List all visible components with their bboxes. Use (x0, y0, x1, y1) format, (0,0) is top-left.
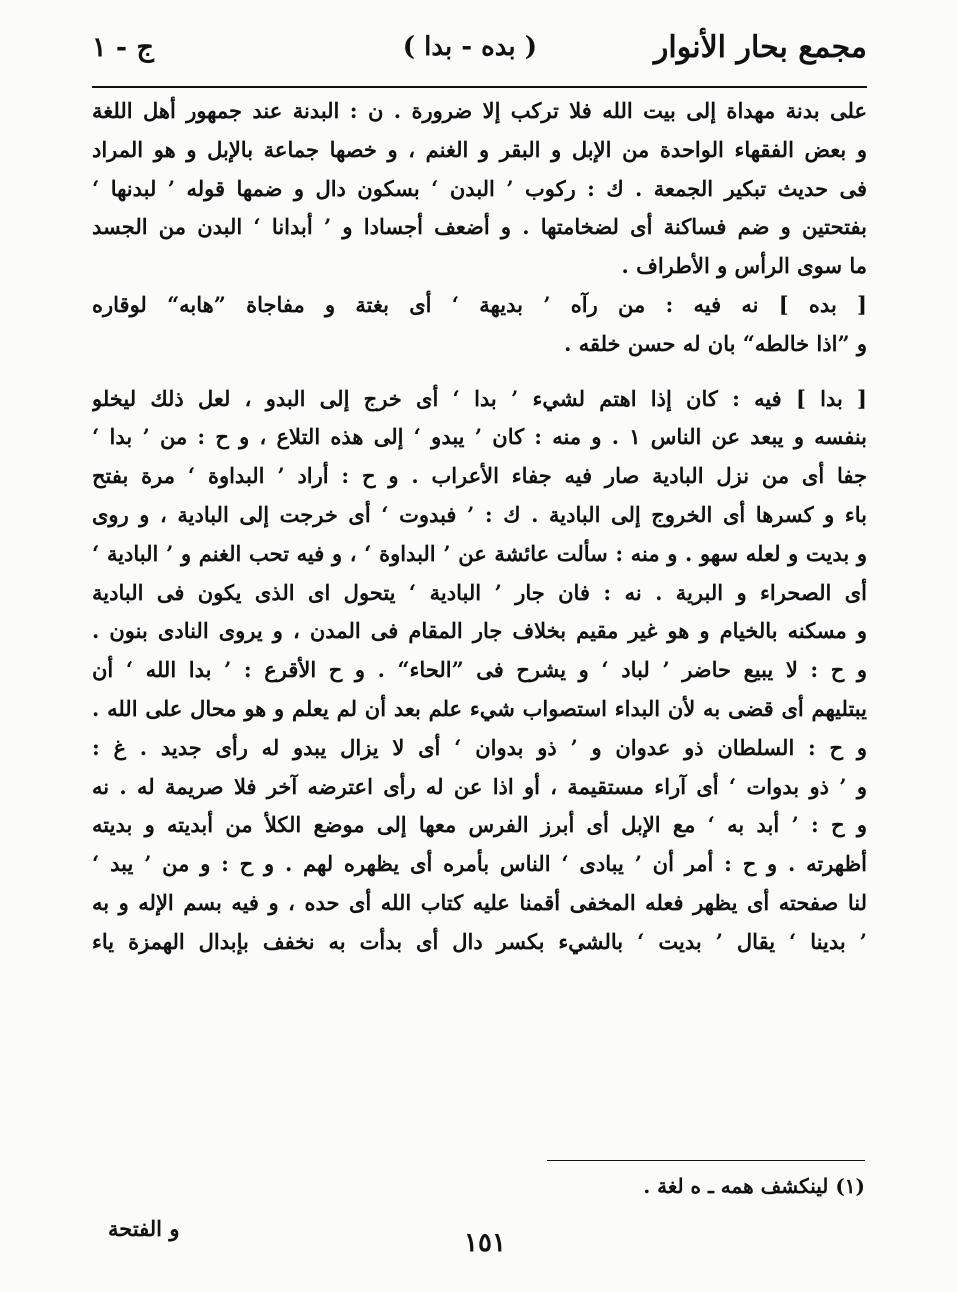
footnote-rule (547, 1160, 865, 1161)
book-title: مجمع بحار الأنوار (653, 30, 867, 65)
text-line: و مسكنه بالخيام و هو غير مقيم بخلاف جار المقام فى المدن ، و يروى النادى بنون . (92, 618, 867, 644)
text-line: فى حديث تبكير الجمعة . ك : ركوب ’ البدن ‘ بسكون دال و ضمها قوله ’ لبدنها ‘ (92, 175, 867, 201)
text-line: ما سوى الرأس و الأطراف . (621, 253, 867, 279)
volume-label: ج - ١ (92, 32, 154, 63)
text-line: و بعض الفقهاء الواحدة من الإبل و البقر و الغنم ، و خصها جماعة بالإبل و هو المراد (92, 136, 867, 162)
text-line: باء و كسرها أى الخروج إلى البادية . ك : ’ فبدوت ‘ أى خرجت إلى البادية ، و روى (92, 501, 867, 527)
text-line: على بدنة مهداة إلى بيت الله فلا تركب إلا ضرورة . ن : البدنة عند جمهور أهل اللغة (92, 98, 867, 123)
text-line: و ’ ذو بدوات ‘ أى آراء مستقيمة ، أو اذا عن له رأى اعترضه آخر فلا صريمة له . نه (92, 773, 867, 799)
catchword: و الفتحة (108, 1216, 180, 1241)
section-heading: ( بده - بدا ) (402, 32, 537, 62)
text-line: و ح : السلطان ذو عدوان و ’ ذو بدوان ‘ أى لا يزال يبدو له رأى جديد . غ : (92, 734, 867, 760)
footnote: (١) لينكشف همه ـ ه لغة . (643, 1174, 865, 1198)
text-line: [ بدا ] فيه : كان إذا اهتم لشيء ’ بدا ‘ أى خرج إلى البدو ، لعل ذلك ليخلو (92, 385, 867, 411)
page-header (92, 26, 867, 80)
page-number: ١٥١ (464, 1228, 506, 1258)
text-line: بنفسه و يبعد عن الناس ١ . و منه : كان ’ يبدو ‘ إلى هذه التلاع ، و ح : من ’ بدا ‘ (92, 424, 867, 450)
text-line: جفا أى من نزل البادية صار فيه جفاء الأعراب . و ح : أراد ’ البداوة ‘ مرة بفتح (92, 463, 867, 489)
header-rule (92, 86, 867, 88)
text-line: أى الصحراء و البرية . نه : فان جار ’ البادية ‘ يتحول اى الذى يكون فى البادية (92, 579, 867, 605)
text-line: ’ بدينا ‘ يقال ’ بديت ‘ بالشيء بكسر دال أى بدأت به نخفف بإبدال الهمزة ياء (92, 928, 867, 954)
text-line: [ بده ] نه فيه : من رآه ’ بديهة ‘ أى بغتة و مفاجاة ”هابه“ لوقاره (92, 291, 867, 317)
text-line: لنا صفحته أى يظهر فعله المخفى أقمنا عليه كتاب الله أى حده ، و فيه بسم الإله و به (92, 889, 867, 915)
text-line: و ح : ’ أبد به ‘ مع الإبل أى أبرز الفرس معها إلى موضع الكلأ من أبديته و بديته (92, 812, 867, 838)
text-line: بفتحتين و ضم فساكنة أى لضخامتها . و أضعف أجسادا و ’ أبدانا ‘ البدن من الجسد (92, 214, 867, 240)
text-line: يبتليهم أى قضى به لأن البداء استصواب شيء علم بعد أن لم يعلم و هو محال على الله . (92, 695, 867, 721)
body-text (92, 92, 867, 962)
text-line: و ”اذا خالطه“ بان له حسن خلقه . (564, 330, 867, 356)
text-line: و بديت و لعله سهو . و منه : سألت عائشة عن ’ البداوة ‘ ، و فيه تحب الغنم و ’ البادية ‘ (92, 540, 867, 566)
text-line: أظهرته . و ح : أمر أن ’ يبادى ‘ الناس بأمره أى يظهره لهم . و ح : و من ’ يبد ‘ (92, 851, 867, 877)
text-line: و ح : لا يبيع حاضر ’ لباد ‘ و يشرح فى ”الحاء“ . و ح الأقرع : ’ بدا الله ‘ أن (92, 657, 867, 683)
